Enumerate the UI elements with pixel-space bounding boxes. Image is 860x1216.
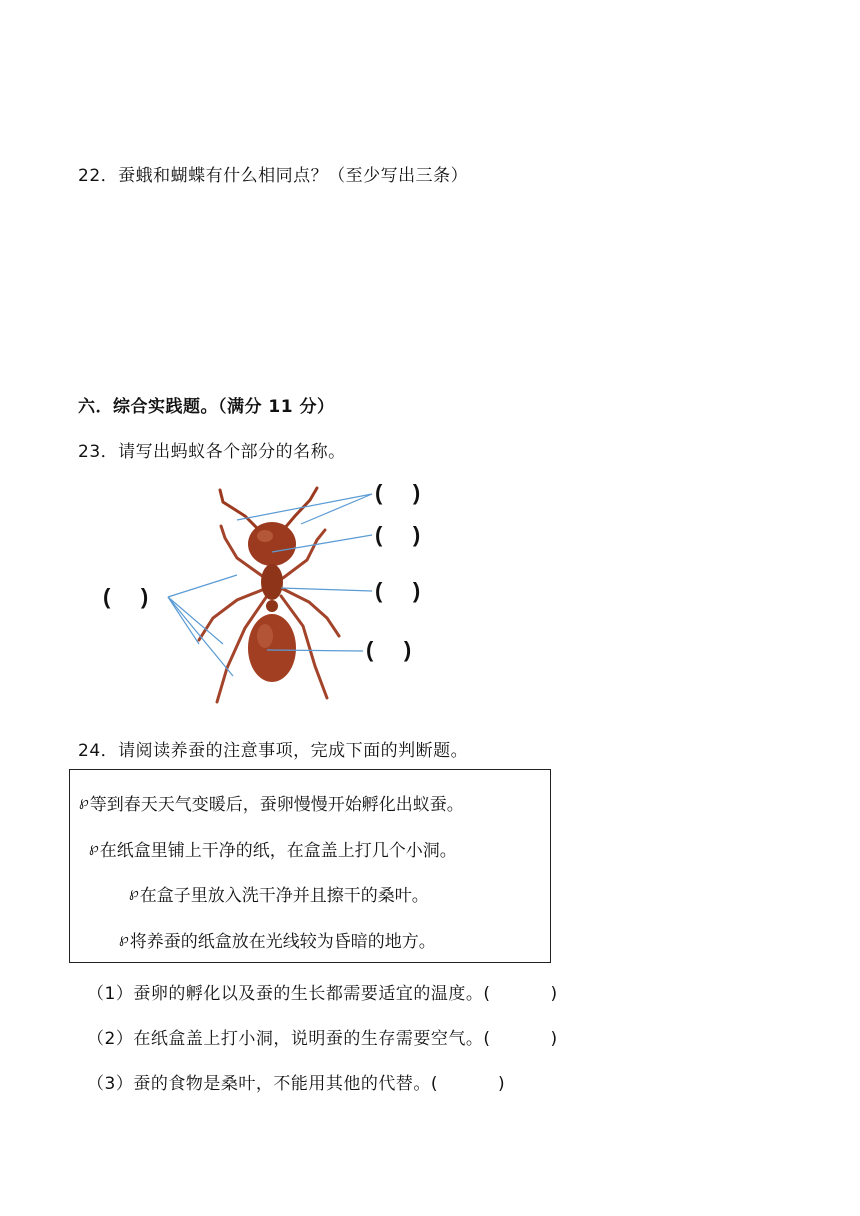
ant-thorax <box>261 564 283 600</box>
notice-item: ℘等到春天天气变暖后，蚕卵慢慢开始孵化出蚁蚕。 <box>79 794 464 815</box>
answer-blank-thorax[interactable]: ( ) <box>375 578 421 603</box>
notice-item: ℘在纸盒里铺上干净的纸，在盒盖上打几个小洞。 <box>89 840 457 861</box>
notice-item: ℘在盒子里放入洗干净并且擦干的桑叶。 <box>129 885 429 906</box>
judgement-item-2: （2）在纸盒盖上打小洞，说明蚕的生存需要空气。( ) <box>87 1029 558 1049</box>
answer-blank-head[interactable]: ( ) <box>375 522 421 547</box>
bullet-icon: ℘ <box>129 885 139 901</box>
answer-blank-legs[interactable]: ( ) <box>103 584 149 609</box>
answer-blank-antenna[interactable]: ( ) <box>375 480 421 505</box>
bullet-icon: ℘ <box>89 840 99 856</box>
bullet-icon: ℘ <box>79 794 89 810</box>
ant-abdomen <box>248 614 296 682</box>
question-24: 24．请阅读养蚕的注意事项，完成下面的判断题。 <box>78 741 469 761</box>
notice-item: ℘将养蚕的纸盒放在光线较为昏暗的地方。 <box>119 931 436 952</box>
ant-waist <box>266 600 278 612</box>
question-23: 23．请写出蚂蚁各个部分的名称。 <box>78 442 346 462</box>
bullet-icon: ℘ <box>119 931 129 947</box>
answer-blank-abdomen[interactable]: ( ) <box>366 637 412 662</box>
question-22: 22．蚕蛾和蝴蝶有什么相同点？（至少写出三条） <box>78 166 469 186</box>
judgement-item-1: （1）蚕卵的孵化以及蚕的生长都需要适宜的温度。( ) <box>87 984 558 1004</box>
notice-box <box>69 769 551 963</box>
judgement-item-3: （3）蚕的食物是桑叶，不能用其他的代替。( ) <box>87 1074 506 1094</box>
ant-head <box>248 522 296 566</box>
section-heading: 六．综合实践题。（满分 11 分） <box>78 397 335 417</box>
